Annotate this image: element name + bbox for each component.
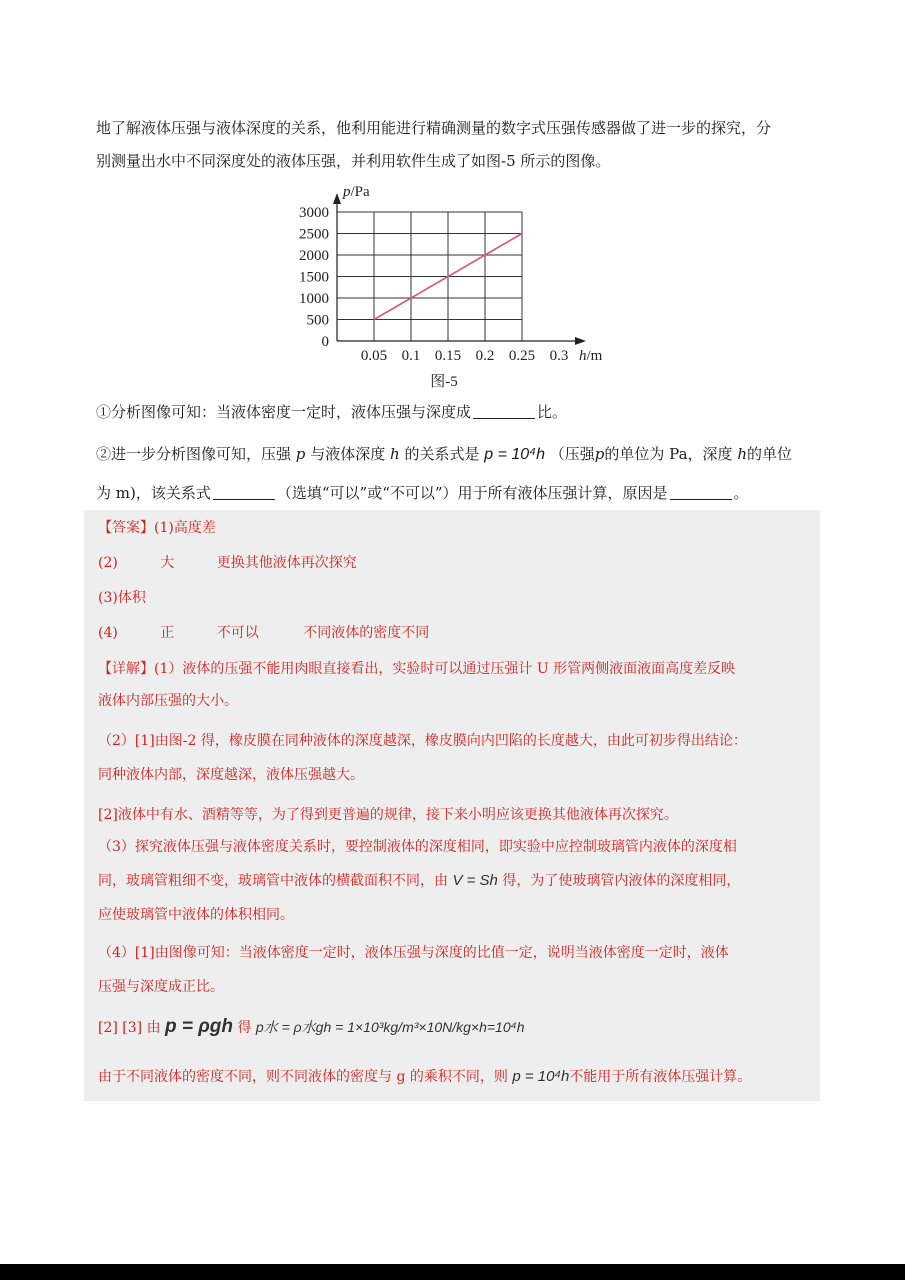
detail-4-line-2 <box>98 866 816 896</box>
detail-4-formula: V = Sh <box>452 872 498 889</box>
var-h-2: h <box>737 445 747 463</box>
detail-1-line-1 <box>98 654 816 684</box>
y-tick-label-3: 1500 <box>299 269 329 286</box>
answer-3: (3)体积 <box>98 590 146 606</box>
question-part-1 <box>96 396 820 429</box>
answer-row-1 <box>98 513 816 543</box>
part2-f: 的单位 <box>747 445 793 463</box>
answer-row-3 <box>98 583 816 613</box>
part2-c: 的关系式是 <box>404 445 480 463</box>
part1-suffix: 比。 <box>537 403 568 421</box>
detail-3: [2]液体中有水、酒精等等，为了得到更普遍的规律，接下来小明应该更换其他液体再次探究。 <box>98 807 678 823</box>
answer-4-v3: 不同液体的密度不同 <box>303 625 430 641</box>
answer-panel <box>84 510 820 1101</box>
answer-label: 【答案】 <box>98 520 154 536</box>
part1-prefix: ①分析图像可知：当液体密度一定时，液体压强与深度成 <box>96 403 472 421</box>
x-tick-label-4: 0.25 <box>508 348 536 364</box>
part2-e: 的单位为 Pa，深度 <box>604 445 733 463</box>
y-axis-arrow <box>333 193 341 204</box>
part2-d: （压强 <box>549 445 595 463</box>
x-tick-label-1: 0.1 <box>401 348 421 364</box>
y-tick-label-4: 2000 <box>299 248 329 264</box>
detail-4-line-2b: 得，为了使玻璃管内液体的深度相同， <box>502 873 741 889</box>
detail-6-prefix: [2] [3] 由 <box>98 1020 161 1036</box>
detail-4-line-1: （3）探究液体压强与液体密度关系时，要控制液体的深度相同，即实验中应控制玻璃管内液体的深度相 <box>98 839 737 855</box>
part2-formula: p = 10⁴h <box>484 446 545 463</box>
detail-label: 【详解】 <box>98 661 154 677</box>
x-axis-label: h/m <box>579 348 603 364</box>
answer-2-num: (2) <box>98 555 118 571</box>
detail-4-line-3: 应使玻璃管中液体的体积相同。 <box>98 907 294 923</box>
question-part-2 <box>96 436 820 511</box>
var-h: h <box>389 445 400 463</box>
x-tick-label-0: 0.05 <box>360 348 388 364</box>
y-tick-label-6: 3000 <box>299 205 329 221</box>
detail-4-line-2a: 同，玻璃管粗细不变，玻璃管中液体的横截面积不同，由 <box>98 873 448 889</box>
part3-b: （选填“可以”或“不可以”）用于所有液体压强计算，原因是 <box>276 484 668 502</box>
intro-line-2: 别测量出水中不同深度处的液体压强，并利用软件生成了如图-5 所示的图像。 <box>96 152 611 170</box>
y-tick-label-1: 500 <box>306 312 329 329</box>
part3-a: 为 m)，该关系式 <box>96 484 211 502</box>
answer-4-v2: 不可以 <box>216 625 259 641</box>
answer-row-2 <box>98 548 816 578</box>
part3-c: 。 <box>733 484 749 502</box>
detail-6-formula-1: p = ρgh <box>165 1016 233 1037</box>
x-tick-label-2: 0.15 <box>434 348 462 364</box>
answer-4-num: (4) <box>98 625 118 641</box>
detail-7-b: 不能用于所有液体压强计算。 <box>569 1069 752 1085</box>
detail-1-text: (1）液体的压强不能用肉眼直接看出，实验时可以通过压强计 U 形管两侧液面液面高度差反映 <box>154 661 736 677</box>
x-axis-arrow <box>575 337 586 345</box>
detail-7-a: 由于不同液体的密度不同，则不同液体的密度与 g 的乘积不同，则 <box>98 1069 508 1085</box>
part2-a: ②进一步分析图像可知，压强 <box>96 445 292 463</box>
part3-blank-2[interactable] <box>670 485 732 500</box>
part1-blank[interactable] <box>473 404 535 419</box>
intro-line-1: 地了解液体压强与液体深度的关系，他利用能进行精确测量的数字式压强传感器做了进一步的探究，分 <box>96 119 772 137</box>
y-tick-label-0: 0 <box>321 334 329 350</box>
detail-7-formula: p = 10⁴h <box>512 1068 570 1085</box>
var-p-2: p <box>594 445 605 463</box>
detail-1-line-2: 液体内部压强的大小。 <box>98 693 238 709</box>
detail-2-line-1: （2）[1]由图-2 得，橡皮膜在同种液体的深度越深，橡皮膜向内凹陷的长度越大，由此可初步得出结论： <box>98 733 747 749</box>
detail-5-line-2: 压强与深度成正比。 <box>98 979 224 995</box>
detail-7 <box>98 1062 816 1092</box>
detail-6-formula-2: p水 = ρ水gh = 1×10³kg/m³×10N/kg×h=10⁴h <box>255 1019 525 1035</box>
detail-2-line-2: 同种液体内部，深度越深，液体压强越大。 <box>98 767 364 783</box>
answer-2-v2: 更换其他液体再次探究 <box>216 555 357 571</box>
detail-6-mid: 得 <box>237 1020 252 1036</box>
part2-b: 与液体深度 <box>310 445 386 463</box>
answer-row-4 <box>98 618 816 648</box>
detail-6 <box>98 1012 816 1043</box>
bottom-border <box>0 1264 905 1280</box>
part3-blank-1[interactable] <box>213 485 275 500</box>
question-intro <box>96 112 820 178</box>
y-tick-label-5: 2500 <box>299 226 329 243</box>
pressure-depth-chart <box>290 180 620 395</box>
answer-4-v1: 正 <box>160 625 175 641</box>
x-tick-label-3: 0.2 <box>475 348 495 364</box>
detail-5-line-1: （4）[1]由图像可知：当液体密度一定时，液体压强与深度的比值一定，说明当液体密度一定时，液体 <box>98 945 729 961</box>
x-tick-label-5: 0.3 <box>549 348 569 364</box>
chart-caption: 图-5 <box>430 374 458 390</box>
chart-svg <box>290 180 620 395</box>
var-p: p <box>295 445 306 463</box>
y-axis-label: p/Pa <box>343 184 370 200</box>
answer-1: (1)高度差 <box>154 520 216 536</box>
y-tick-label-2: 1000 <box>299 291 329 307</box>
answer-2-v1: 大 <box>160 555 175 571</box>
